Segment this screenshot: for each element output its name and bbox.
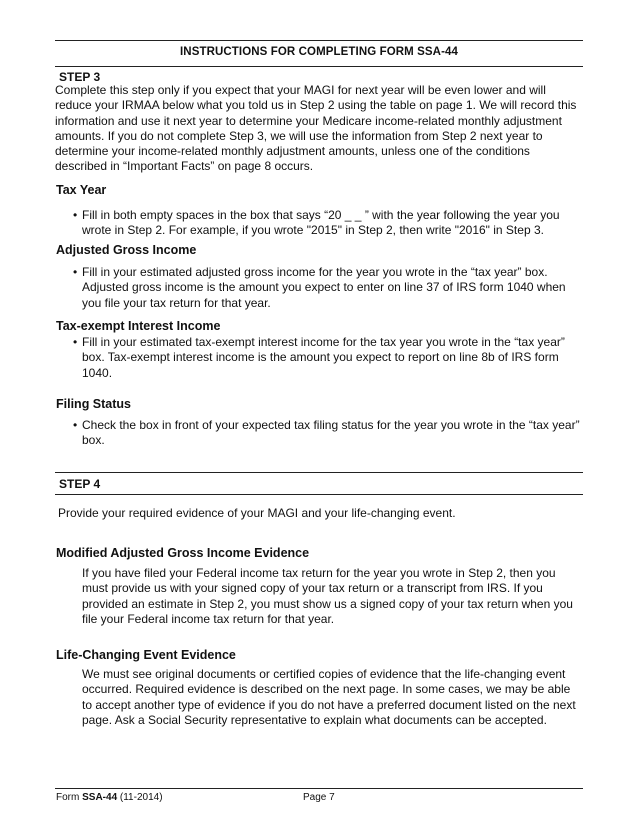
page-title: INSTRUCTIONS FOR COMPLETING FORM SSA-44	[180, 46, 458, 58]
tax-exempt-bullet	[73, 335, 580, 381]
bullet-mark: •	[73, 418, 78, 432]
step3-intro: Complete this step only if you expect that your MAGI for next year will be even lower and will reduce your IRMAA below what you told us in Step 2 using the table on page 1. We will record this information and use it next year to determine your Medicare income-related monthly adjustment amounts. If you do not complete Step 3, we will use the information from Step 2 next year to determine your income-related monthly adjustment amounts, unless one of the conditions described in “Important Facts” on page 8 occurs.	[55, 83, 577, 174]
footer-rule	[55, 788, 583, 789]
filing-status-bullet	[73, 418, 580, 449]
tax-exempt-heading: Tax-exempt Interest Income	[56, 319, 221, 333]
agi-bullet	[73, 265, 580, 311]
step4-label: STEP 4	[59, 477, 101, 491]
bullet-mark: •	[73, 265, 78, 279]
form-id	[56, 792, 163, 803]
step4-underline	[55, 494, 583, 495]
filing-status-heading: Filing Status	[56, 397, 131, 411]
form-prefix: Form	[56, 792, 83, 803]
life-event-evidence-heading: Life-Changing Event Evidence	[56, 648, 236, 662]
life-event-evidence-text: We must see original documents or certified copies of evidence that the life-changing event occurred. Required evidence is described on the next page. In some cases, we may be able to accept another type of evidence if you do not have a preferred document listed on the next page. Ask a Social Security representative to explain what documents can be accepted.	[82, 667, 576, 727]
bullet-mark: •	[73, 335, 78, 349]
agi-text: Fill in your estimated adjusted gross income for the year you wrote in the “tax year” box. Adjusted gross income is the amount you expect to enter on line 37 of IRS form 1040 when you file your tax return for that year.	[82, 265, 566, 310]
magi-evidence-heading: Modified Adjusted Gross Income Evidence	[56, 546, 310, 560]
magi-evidence-text: If you have filed your Federal income tax return for the year you wrote in Step 2, then you must provide us with your signed copy of your tax return or a transcript from IRS. If you provided an estimate in Step 2, you must show us a signed copy of your tax return when you file your Federal income tax return for that year.	[82, 566, 573, 626]
form-date: (11-2014)	[117, 792, 163, 803]
tax-year-text: Fill in both empty spaces in the box that says “20 _ _ ” with the year following the year you wrote in Step 2. For example, if you wrote "2015" in Step 2, then write "2016" in Step 3.	[82, 208, 560, 238]
step4-rule	[55, 472, 583, 473]
top-rule	[55, 40, 583, 41]
filing-status-text: Check the box in front of your expected tax filing status for the year you wrote in the “tax year” box.	[82, 418, 580, 448]
tax-year-heading: Tax Year	[56, 183, 107, 197]
bullet-mark: •	[73, 208, 78, 222]
step3-label: STEP 3	[59, 70, 101, 84]
tax-year-bullet	[73, 208, 580, 239]
step4-intro: Provide your required evidence of your MAGI and your life-changing event.	[58, 506, 456, 520]
tax-exempt-text: Fill in your estimated tax-exempt interest income for the tax year you wrote in the “tax year” box. Tax-exempt interest income is the amount you expect to report on line 8b of IRS form 1040.	[82, 335, 565, 380]
page-number: Page 7	[303, 792, 335, 803]
form-number: SSA-44	[82, 792, 118, 803]
agi-heading: Adjusted Gross Income	[56, 243, 197, 257]
title-underline	[55, 66, 583, 67]
